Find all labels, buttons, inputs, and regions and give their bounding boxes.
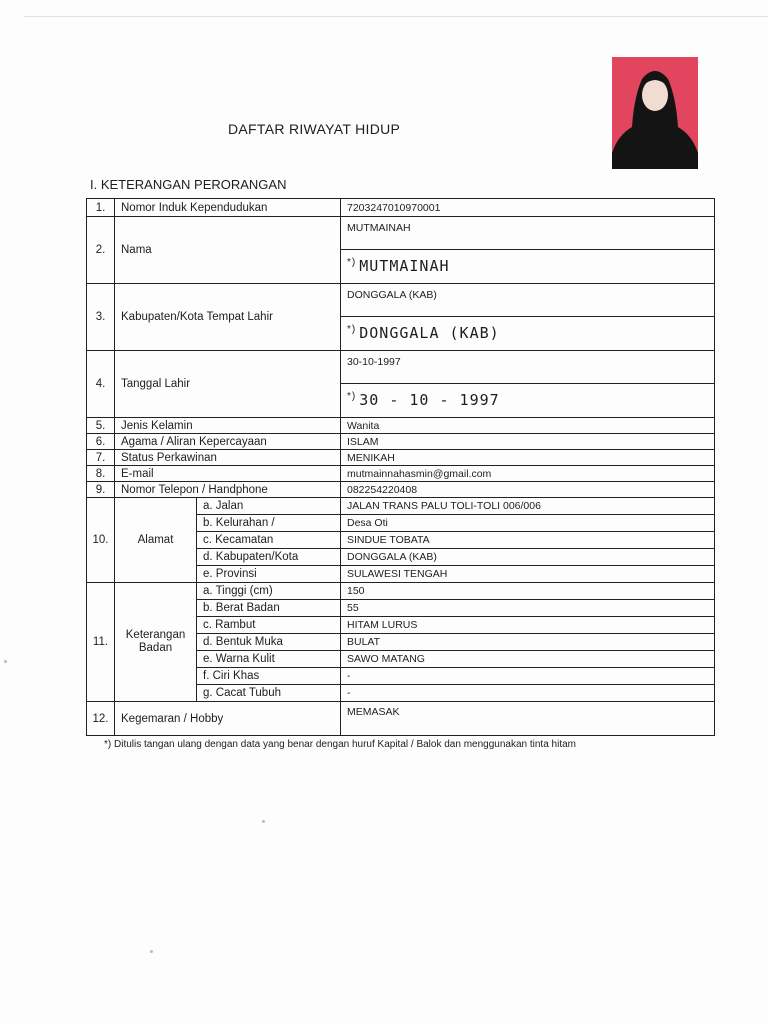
tempat-lahir-handwritten: *) DONGGALA (KAB) [347,324,500,342]
table-row [87,199,715,217]
sub-value: SAWO MATANG [341,651,715,668]
sub-label: c. Kecamatan [197,532,341,549]
sub-label: a. Tinggi (cm) [197,583,341,600]
tanggal-lahir-handwritten: *) 30 - 10 - 1997 [347,391,500,409]
sub-value: DONGGALA (KAB) [341,549,715,566]
group-label: Alamat [115,498,197,583]
table-row [87,702,715,736]
nama-value: MUTMAINAH [341,217,714,250]
scan-speck [150,950,153,953]
sub-value: HITAM LURUS [341,617,715,634]
sub-label: g. Cacat Tubuh [197,685,341,702]
row-number: 5. [87,418,115,434]
row-number: 3. [87,284,115,351]
sub-label: a. Jalan [197,498,341,515]
field-label: Nomor Telepon / Handphone [115,482,341,498]
row-number: 10. [87,498,115,583]
row-number: 6. [87,434,115,450]
row-number: 2. [87,217,115,284]
sub-value: JALAN TRANS PALU TOLI-TOLI 006/006 [341,498,715,515]
sub-value: SINDUE TOBATA [341,532,715,549]
sub-label: b. Berat Badan [197,600,341,617]
row-number: 11. [87,583,115,702]
page-title: DAFTAR RIWAYAT HIDUP [228,121,401,137]
table-row [87,498,715,515]
field-label: E-mail [115,466,341,482]
email-value: mutmainnahasmin@gmail.com [341,466,715,482]
row-number: 7. [87,450,115,466]
row-number: 12. [87,702,115,736]
row-number: 1. [87,199,115,217]
scan-edge-line [24,16,768,17]
sub-value: 150 [341,583,715,600]
group-label: Keterangan Badan [115,583,197,702]
sub-value: Desa Oti [341,515,715,532]
field-label: Tanggal Lahir [115,351,341,418]
table-row [87,482,715,498]
scan-speck [4,660,7,663]
sub-value: 55 [341,600,715,617]
row-number: 9. [87,482,115,498]
tempat-lahir-cell [341,284,715,351]
table-row [87,583,715,600]
table-row [87,450,715,466]
row-number: 4. [87,351,115,418]
tanggal-lahir-cell [341,351,715,418]
agama-value: ISLAM [341,434,715,450]
sub-value: SULAWESI TENGAH [341,566,715,583]
field-label: Jenis Kelamin [115,418,341,434]
profile-photo [612,57,698,169]
nama-cell [341,217,715,284]
field-label: Nama [115,217,341,284]
jenis-kelamin-value: Wanita [341,418,715,434]
table-row [87,351,715,418]
sub-value: - [341,685,715,702]
field-label: Kabupaten/Kota Tempat Lahir [115,284,341,351]
table-row [87,434,715,450]
field-label: Kegemaran / Hobby [115,702,341,736]
table-row [87,418,715,434]
telepon-value: 082254220408 [341,482,715,498]
footnote: *) Ditulis tangan ulang dengan data yang benar dengan huruf Kapital / Balok dan menggunakan tinta hitam [104,739,577,750]
field-label: Nomor Induk Kependudukan [115,199,341,217]
section-heading: I. KETERANGAN PERORANGAN [90,177,287,192]
table-row [87,284,715,351]
table-row [87,217,715,284]
hobby-value: MEMASAK [341,702,715,736]
sub-value: BULAT [341,634,715,651]
scan-speck [262,820,265,823]
sub-label: b. Kelurahan / [197,515,341,532]
nama-handwritten: *) MUTMAINAH [347,257,450,275]
sub-label: c. Rambut [197,617,341,634]
nik-value: 7203247010970001 [341,199,715,217]
field-label: Agama / Aliran Kepercayaan [115,434,341,450]
sub-label: e. Warna Kulit [197,651,341,668]
biodata-table [86,198,715,736]
sub-label: e. Provinsi [197,566,341,583]
tanggal-lahir-value: 30-10-1997 [341,351,714,384]
table-row [87,466,715,482]
tempat-lahir-value: DONGGALA (KAB) [341,284,714,317]
portrait-image [612,57,698,169]
sub-label: d. Bentuk Muka [197,634,341,651]
row-number: 8. [87,466,115,482]
sub-label: f. Ciri Khas [197,668,341,685]
field-label: Status Perkawinan [115,450,341,466]
sub-label: d. Kabupaten/Kota [197,549,341,566]
status-value: MENIKAH [341,450,715,466]
sub-value: - [341,668,715,685]
